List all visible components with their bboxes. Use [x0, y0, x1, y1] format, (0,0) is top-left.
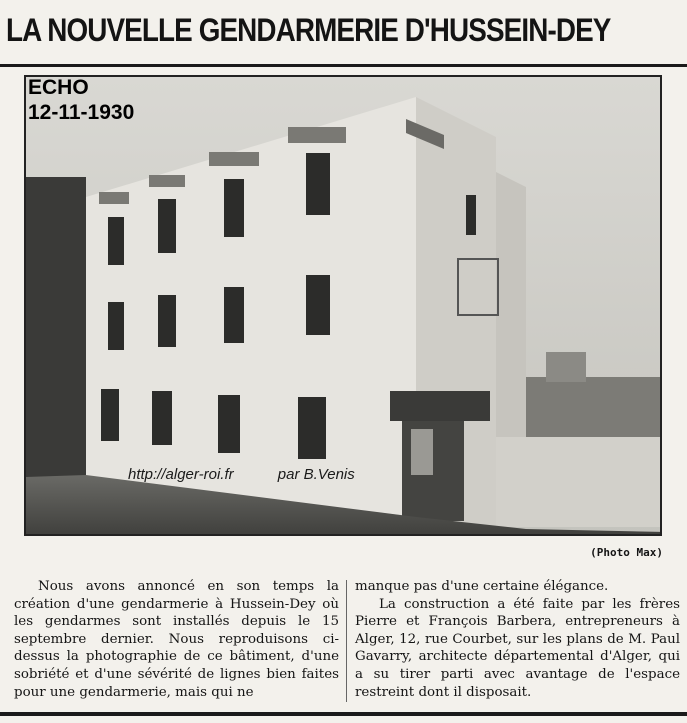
right-column-continuation: manque pas d'une certaine élégance. — [355, 579, 609, 594]
bottom-rule — [0, 712, 687, 716]
photo-watermark — [128, 466, 355, 483]
article-headline: LA NOUVELLE GENDARMERIE D'HUSSEIN-DEY — [6, 12, 611, 48]
article-column-right — [355, 578, 680, 701]
right-column-paragraph: La construction a été faite par les frères Pierre et François Barbera, entrepreneurs à Alger, 12, rue Courbet, sur les plans de M. Paul Gavarry, architecte départemental d'Alger, qui a su tirer parti avec avantage de l'espace restreint dont il disposait. — [355, 596, 680, 700]
left-column-text: Nous avons annoncé en son temps la création d'une gendarmerie à Hussein-Dey où les gendarmes sont installés depuis le 15 septembre dernier. Nous reproduisons ci-dessus la photographie de ce bâtiment, d'une sobriété et d'une sévérité de lignes bien faites pour une gendarmerie, mais qui ne — [14, 579, 339, 700]
article-column-left — [14, 578, 339, 701]
photo-credit: (Photo Max) — [590, 546, 663, 559]
watermark-author: par B.Venis — [277, 466, 355, 483]
column-divider — [346, 580, 347, 702]
source-stamp — [28, 76, 134, 126]
right-column-paragraph-block — [355, 596, 680, 702]
stamp-source: ECHO — [28, 76, 89, 99]
watermark-url: http://alger-roi.fr — [128, 466, 234, 483]
stamp-date: 12-11-1930 — [28, 100, 135, 124]
headline-rule — [0, 64, 687, 67]
